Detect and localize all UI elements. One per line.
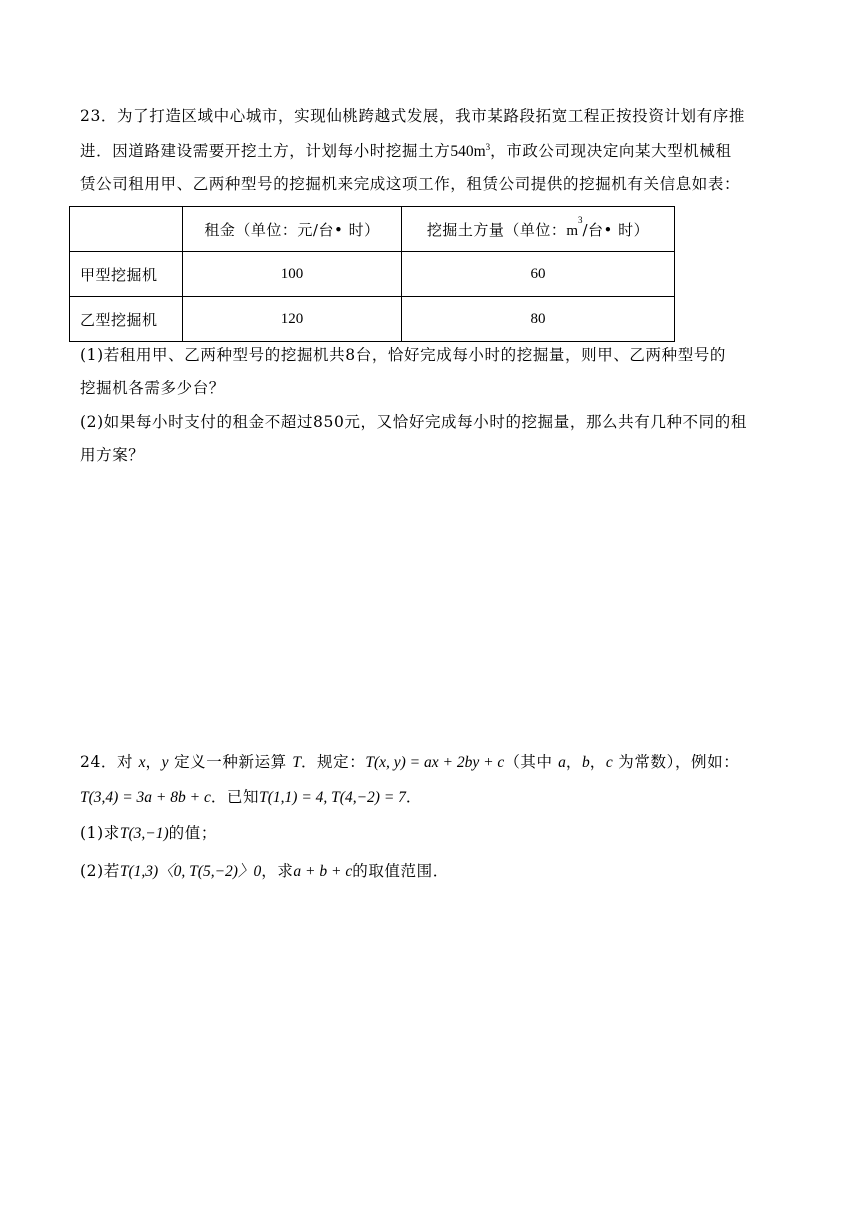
q24-part2 [80,861,449,882]
q24-var-y: y [161,754,169,771]
q24-text: ，求 [261,862,294,880]
q23-volume-value: 540m [450,143,486,160]
q23-part2-line-1: (2)如果每小时支付的租金不超过850元，又恰好完成每小时的挖掘量，那么共有几种不同的租 [80,413,747,431]
table-row [70,252,675,297]
q24-var-a: a [558,754,566,771]
q23-line-3: 赁公司租用甲、乙两种型号的挖掘机来完成这项工作，租赁公司提供的挖掘机有关信息如表： [80,175,741,193]
table-cell-volume: 80 [402,297,675,342]
table-header-volume-unit: m [566,222,578,239]
q24-text: 24．对 [80,753,139,771]
table-header-volume-sup: 3 [578,214,583,225]
table-header-empty [70,207,183,252]
q23-line-2-text-a: 进．因道路建设需要开挖土方，计划每小时挖掘土方 [80,142,451,160]
q24-var-T: T [292,754,301,771]
q24-var-c: c [605,754,613,771]
q24-example-formula: T(3,4) = 3a + 8b + c [80,789,211,806]
table-header-rent: 租金（单位：元/台• 时） [183,207,402,252]
q24-sum-formula: a + b + c [293,863,353,880]
table-header-volume-b: /台• 时） [582,220,650,239]
table-row [70,297,675,342]
q24-line-1 [80,752,739,773]
q24-text: ， [145,753,162,771]
q23-volume-sup: 3 [485,142,491,152]
q24-line-2 [80,787,422,808]
q23-line-2-text-b: ，市政公司现决定向某大型机械租 [490,142,732,160]
q24-definition-formula: T(x, y) = ax + 2by + c [365,754,505,771]
q24-text: 为常数），例如： [612,753,740,771]
excavator-table [69,206,675,342]
q24-text: 的值； [168,824,217,842]
q23-part2-line-2: 用方案？ [80,446,145,464]
q24-text: ， [565,753,583,771]
table-cell-rent: 100 [183,252,402,297]
table-header-row [70,207,675,252]
q24-part1-formula: T(3,−1) [119,825,169,842]
table-row-label: 甲型挖掘机 [70,252,183,297]
q24-var-b: b [582,754,590,771]
q24-part2-formula: T(1,3)〈0, T(5,−2)〉0 [119,863,262,880]
q24-text: 的取值范围． [352,862,449,880]
q23-line-2 [80,141,732,162]
q24-given-formula: T(1,1) = 4, T(4,−2) = 7 [259,789,406,806]
table-header-volume [402,207,675,252]
table-header-volume-a: 挖掘土方量（单位： [426,220,567,239]
q24-text: 定义一种新运算 [168,753,293,771]
q24-text: (2)若 [80,862,120,880]
q24-text: （其中 [504,753,559,771]
table-cell-rent: 120 [183,297,402,342]
q24-text: (1)求 [80,824,120,842]
q24-text: ．已知 [210,788,260,806]
q23-line-1: 23．为了打造区域中心城市，实现仙桃跨越式发展，我市某路段拓宽工程正按投资计划有序推 [80,107,745,125]
q24-var-x: x [138,754,146,771]
q24-text: ， [589,753,606,771]
q24-part1 [80,823,217,844]
q23-part1-line-2: 挖掘机各需多少台？ [80,379,225,397]
q23-part1-line-1: (1)若租用甲、乙两种型号的挖掘机共8台，恰好完成每小时的挖掘量，则甲、乙两种型号的 [80,346,727,364]
table-row-label: 乙型挖掘机 [70,297,183,342]
table-cell-volume: 60 [402,252,675,297]
q24-text: ．规定： [300,753,366,771]
q24-text: ． [405,788,423,806]
